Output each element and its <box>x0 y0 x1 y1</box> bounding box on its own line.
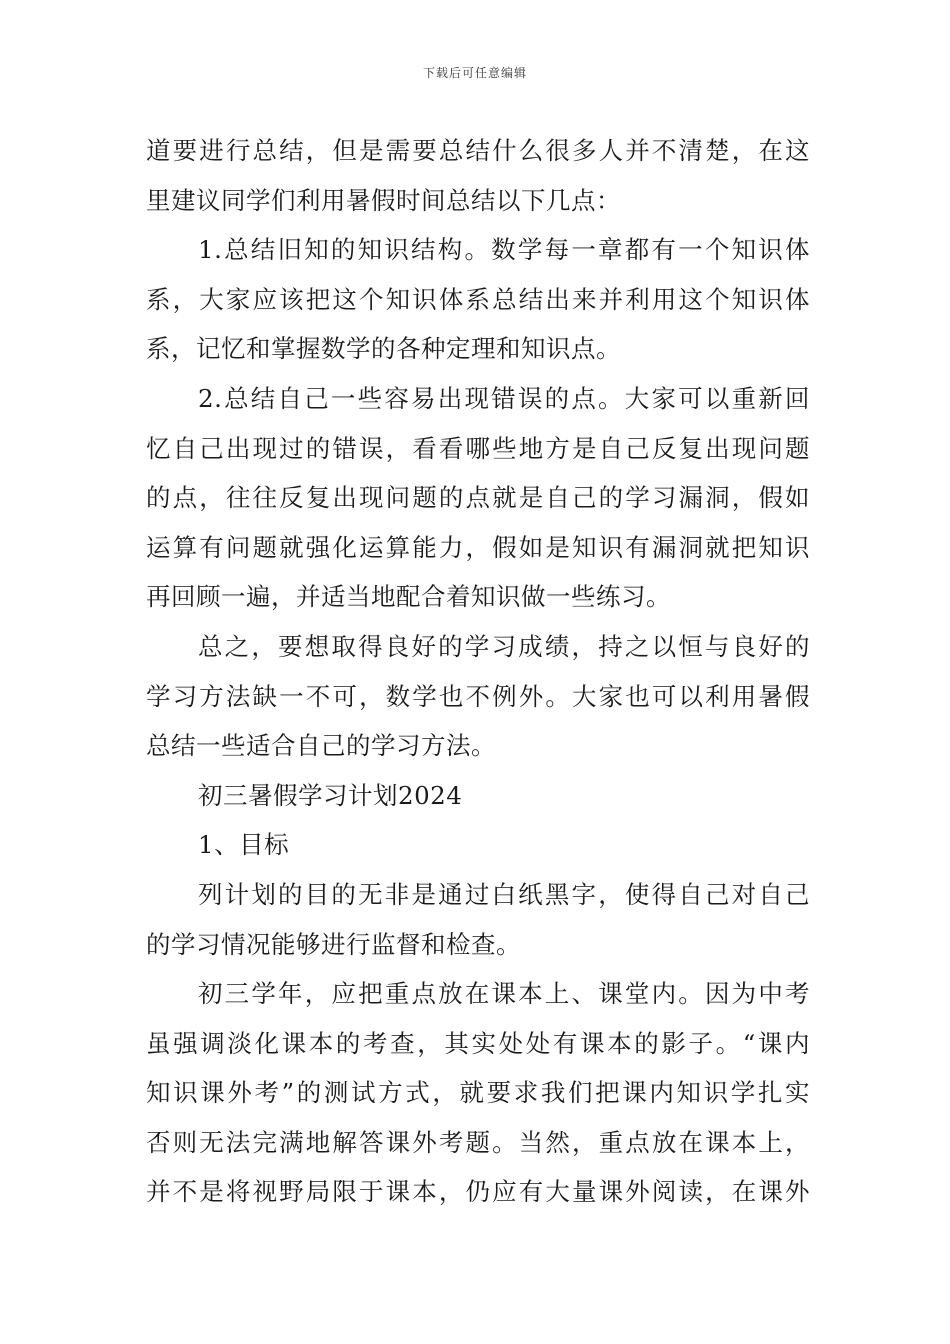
text-line: 并不是将视野局限于课本，仍应有大量课外阅读，在课外 <box>146 1177 810 1207</box>
text-line: 虽强调淡化课本的考查，其实处处有课本的影子。“课内 <box>146 1028 810 1058</box>
text-line: 总结一些适合自己的学习方法。 <box>146 731 496 761</box>
page-header: 下载后可任意编辑 <box>422 66 527 80</box>
text-line: 忆自己出现过的错误，看看哪些地方是自己反复出现问题 <box>146 433 810 463</box>
text-line: 里建议同学们利用暑假时间总结以下几点： <box>146 185 621 215</box>
text-line: 运算有问题就强化运算能力，假如是知识有漏洞就把知识 <box>146 532 810 562</box>
section-heading: 1、目标 <box>198 830 290 860</box>
text-line: 1.总结旧知的知识结构。数学每一章都有一个知识体 <box>198 235 810 265</box>
text-line: 知识课外考”的测试方式，就要求我们把课内知识学扎实 <box>146 1078 810 1108</box>
text-line: 2.总结自己一些容易出现错误的点。大家可以重新回 <box>198 383 810 413</box>
text-line: 否则无法完满地解答课外考题。当然，重点放在课本上， <box>146 1127 810 1157</box>
section-title: 初三暑假学习计划2024 <box>198 780 463 810</box>
text-line: 系，记忆和掌握数学的各种定理和知识点。 <box>146 334 621 364</box>
text-line: 的学习情况能够进行监督和检查。 <box>146 929 521 959</box>
text-line: 再回顾一遍，并适当地配合着知识做一些练习。 <box>146 582 671 612</box>
text-line: 学习方法缺一不可，数学也不例外。大家也可以利用暑假 <box>146 681 810 711</box>
text-line: 的点，往往反复出现问题的点就是自己的学习漏洞，假如 <box>146 483 810 513</box>
text-line: 总之，要想取得良好的学习成绩，持之以恒与良好的 <box>198 631 810 661</box>
text-line: 系，大家应该把这个知识体系总结出来并利用这个知识体 <box>146 284 810 314</box>
text-line: 列计划的目的无非是通过白纸黑字，使得自己对自己 <box>198 879 810 909</box>
text-line: 道要进行总结，但是需要总结什么很多人并不清楚，在这 <box>146 136 810 165</box>
text-line: 初三学年，应把重点放在课本上、课堂内。因为中考 <box>198 979 810 1009</box>
document-body <box>146 126 810 1217</box>
